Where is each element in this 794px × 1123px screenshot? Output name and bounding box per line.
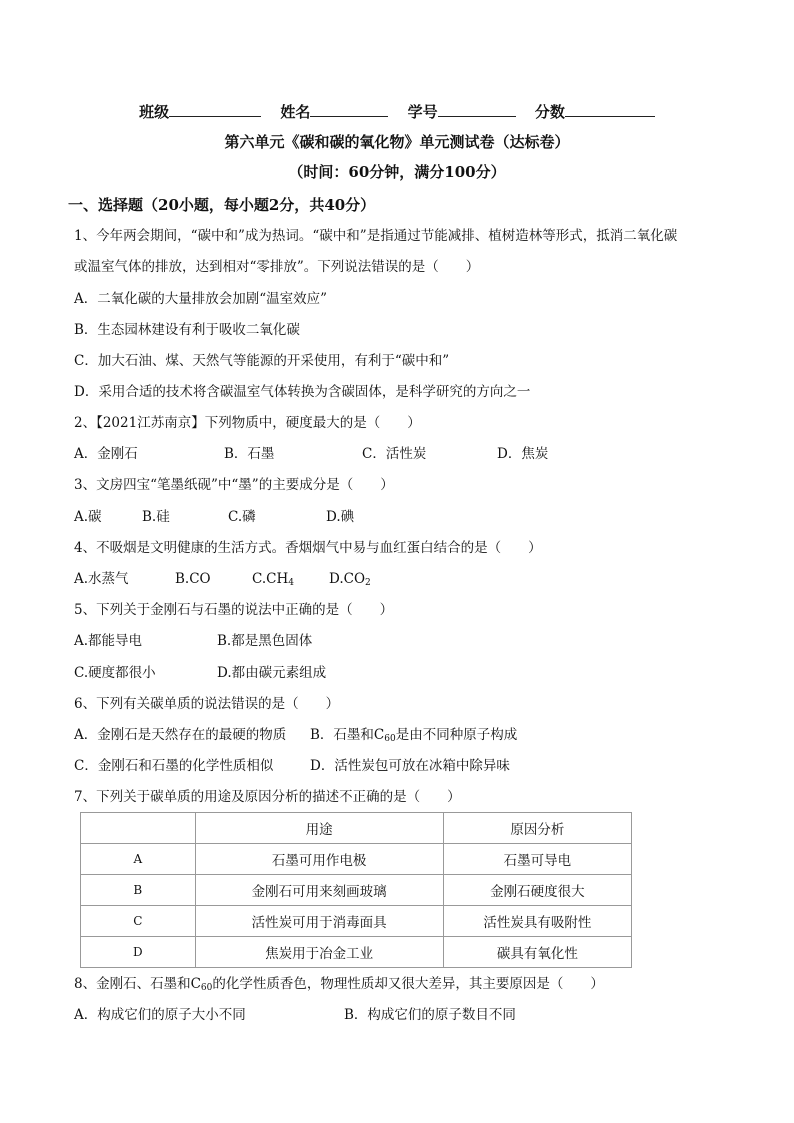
table-cell: 活性炭具有吸附性 [443, 906, 631, 937]
table-cell: A [81, 844, 196, 875]
q6-option-b-suffix: 是由不同种原子构成 [395, 727, 518, 743]
q4-option-c-subscript: 4 [288, 578, 294, 588]
q4-option-d-subscript: 2 [365, 578, 371, 588]
q5-stem: 5、下列关于金刚石与石墨的说法中正确的是（ ） [74, 602, 394, 618]
q3-option-a: A.碳 [74, 509, 102, 525]
q5-option-a: A.都能导电 [74, 633, 143, 649]
q4-option-a: A.水蒸气 [74, 571, 129, 587]
q6-option-b-subscript: 60 [384, 734, 396, 744]
table-row [81, 875, 632, 906]
q6-stem: 6、下列有关碳单质的说法错误的是（ ） [74, 696, 340, 712]
score-blank[interactable] [565, 100, 655, 117]
q2-option-a: A．金刚石 [74, 446, 138, 462]
class-label: 班级 [139, 103, 170, 121]
q4-stem: 4、不吸烟是文明健康的生活方式。香烟烟气中易与血红蛋白结合的是（ ） [74, 540, 542, 556]
q5-options-row2 [74, 663, 326, 683]
q3-option-d: D.碘 [326, 509, 355, 525]
name-label: 姓名 [280, 103, 311, 121]
q8-option-b: B．构成它们的原子数目不同 [344, 1007, 516, 1023]
q4-options [74, 569, 371, 593]
page-subtitle: （时间：60分钟，满分100分） [288, 163, 506, 181]
table-cell: 焦炭用于冶金工业 [195, 937, 443, 968]
q2-option-d: D．焦炭 [497, 446, 549, 462]
table-header-cell [81, 813, 196, 844]
name-blank[interactable] [310, 100, 388, 117]
q1-stem-line1: 1、今年两会期间，“碳中和”成为热词。“碳中和”是指通过节能减排、植树造林等形式，抵消二氧化碳 [74, 228, 678, 244]
q2-options [74, 444, 548, 464]
table-row [81, 844, 632, 875]
q8-stem-text: 8、金刚石、石墨和C [74, 976, 201, 992]
q3-options [74, 507, 354, 527]
table-cell: 碳具有氧化性 [443, 937, 631, 968]
q2-stem: 2、【2021江苏南京】下列物质中，硬度最大的是（ ） [74, 415, 421, 431]
q6-options-row2 [74, 756, 510, 776]
q1-option-a: A．二氧化碳的大量排放会加剧“温室效应” [74, 291, 328, 307]
table-cell: 石墨可导电 [443, 844, 631, 875]
q5-option-c: C.硬度都很小 [74, 665, 156, 681]
student-info-line [0, 100, 794, 123]
q4-option-c [252, 569, 329, 593]
student-id-blank[interactable] [438, 100, 516, 117]
table-cell: D [81, 937, 196, 968]
q5-option-d: D.都由碳元素组成 [217, 665, 327, 681]
q5-option-b: B.都是黑色固体 [217, 633, 313, 649]
class-blank[interactable] [169, 100, 261, 117]
table-cell: 金刚石硬度很大 [443, 875, 631, 906]
q1-option-c: C．加大石油、煤、天然气等能源的开采使用，有利于“碳中和” [74, 353, 450, 369]
q6-options-row1 [74, 725, 517, 749]
q4-option-d [329, 569, 371, 593]
score-label: 分数 [534, 103, 565, 121]
q2-option-c: C．活性炭 [362, 446, 427, 462]
table-cell: 活性炭可用于消毒面具 [195, 906, 443, 937]
q6-option-d: D．活性炭包可放在冰箱中除异味 [310, 758, 510, 774]
table-header-cell: 原因分析 [443, 813, 631, 844]
table-header-cell: 用途 [195, 813, 443, 844]
q4-option-d-text: D.CO [329, 571, 366, 587]
q4-option-b: B.CO [175, 571, 211, 587]
q6-option-a: A．金刚石是天然存在的最硬的物质 [74, 727, 287, 743]
q4-option-c-text: C.CH [252, 571, 289, 587]
q6-option-b-text: B．石墨和C [310, 727, 385, 743]
q8-stem [74, 974, 604, 998]
q7-stem: 7、下列关于碳单质的用途及原因分析的描述不正确的是（ ） [74, 789, 461, 805]
table-row [81, 937, 632, 968]
q1-option-d: D．采用合适的技术将含碳温室气体转换为含碳固体，是科学研究的方向之一 [74, 384, 531, 400]
q3-option-c: C.磷 [228, 509, 256, 525]
q7-table [80, 812, 632, 968]
q5-options-row1 [74, 631, 312, 651]
q1-stem-line2: 或温室气体的排放，达到相对“零排放”。下列说法错误的是（ ） [74, 259, 480, 275]
table-header-row [81, 813, 632, 844]
student-id-label: 学号 [407, 103, 438, 121]
q2-option-b: B．石墨 [224, 446, 275, 462]
page-title: 第六单元《碳和碳的氧化物》单元测试卷（达标卷） [224, 133, 570, 151]
table-row [81, 906, 632, 937]
q6-option-b [310, 725, 517, 749]
q8-stem-subscript: 60 [200, 983, 213, 993]
q8-options-row1 [74, 1005, 516, 1025]
section-heading: 一、选择题（20小题，每小题2分，共40分） [68, 196, 376, 214]
q1-option-b: B．生态园林建设有利于吸收二氧化碳 [74, 322, 300, 338]
q6-option-c: C．金刚石和石墨的化学性质相似 [74, 758, 274, 774]
q8-option-a: A．构成它们的原子大小不同 [74, 1007, 246, 1023]
table-cell: C [81, 906, 196, 937]
q8-stem-suffix: 的化学性质香色，物理性质却又很大差异，其主要原因是（ ） [212, 976, 604, 992]
table-cell: B [81, 875, 196, 906]
table-cell: 石墨可用作电极 [195, 844, 443, 875]
q3-stem: 3、文房四宝“笔墨纸砚”中“墨”的主要成分是（ ） [74, 477, 394, 493]
q3-option-b: B.硅 [142, 509, 170, 525]
table-cell: 金刚石可用来刻画玻璃 [195, 875, 443, 906]
